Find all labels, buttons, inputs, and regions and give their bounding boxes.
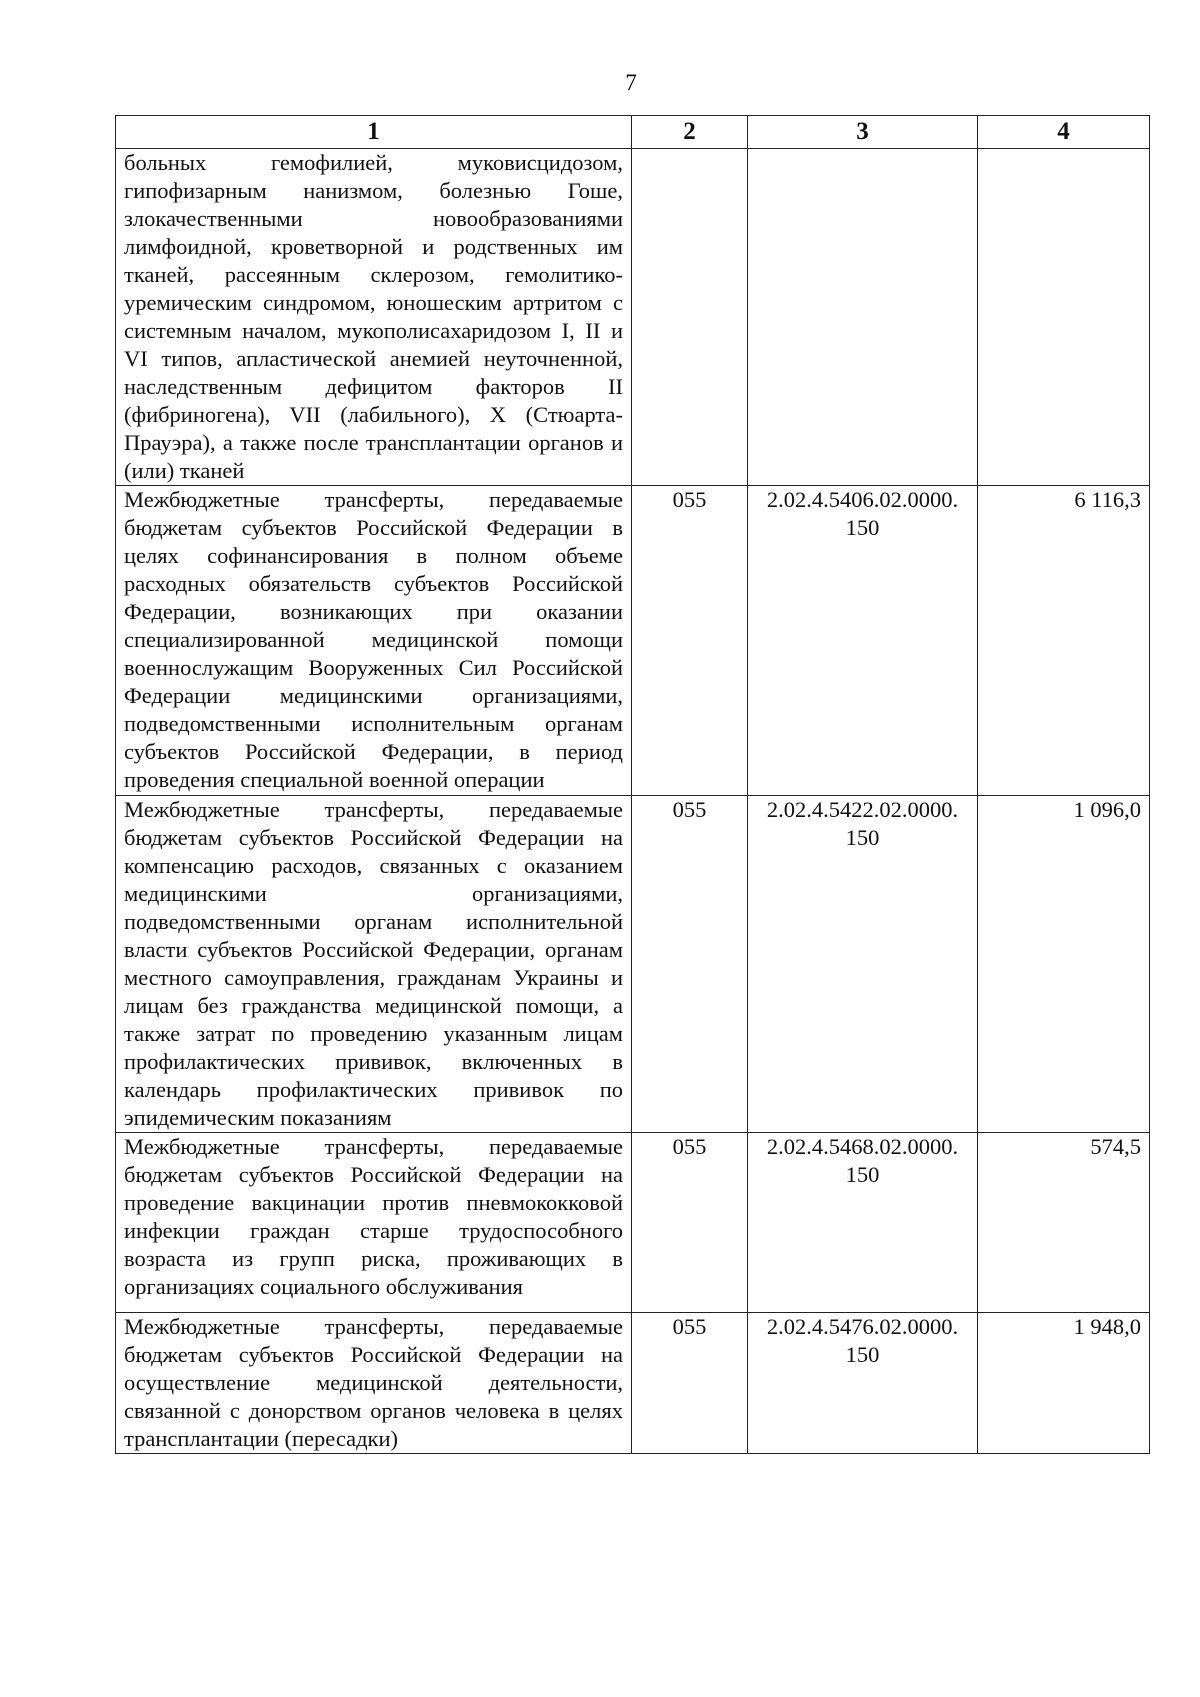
kbk-line-1: 2.02.4.5406.02.0000. [766, 487, 959, 512]
table-row [116, 486, 1150, 796]
kbk-line-1: 2.02.4.5468.02.0000. [766, 1134, 959, 1159]
row-description: больных гемофилией, муковисцидозом, гипофизарным нанизмом, болезнью Гоше, злокачественными новообразованиями лимфоидной, кроветворной и родственных им тканей, рассеянным склерозом, гемолитико-уремическим синдромом, юношеским артритом с системным началом, мукополисахаридозом I, II и VI типов, апластической анемией неуточненной, наследственным дефицитом факторов II (фибриногена), VII (лабильного), X (Стюарта-Прауэра), а также после трансплантации органов и (или) тканей [116, 149, 632, 486]
row-description: Межбюджетные трансферты, передаваемые бюджетам субъектов Российской Федерации на осуществление медицинской деятельности, связанной с донорством органов человека в целях трансплантации (пересадки) [116, 1313, 632, 1454]
kbk-line-2: 150 [845, 825, 880, 850]
table-header-row [116, 116, 1150, 149]
row-amount: 6 116,3 [978, 486, 1150, 796]
row-kbk-code [748, 486, 978, 796]
row-description: Межбюджетные трансферты, передаваемые бюджетам субъектов Российской Федерации на проведение вакцинации против пневмококковой инфекции граждан старше трудоспособного возраста из групп риска, проживающих в организациях социального обслуживания [116, 1133, 632, 1313]
row-admin-code: 055 [632, 1313, 748, 1454]
column-header-4: 4 [978, 116, 1150, 149]
column-header-3: 3 [748, 116, 978, 149]
row-admin-code: 055 [632, 1133, 748, 1313]
row-description: Межбюджетные трансферты, передаваемые бюджетам субъектов Российской Федерации на компенсацию расходов, связанных с оказанием медицинскими организациями, подведомственными органам исполнительной власти субъектов Российской Федерации, органам местного самоуправления, гражданам Украины и лицам без гражданства медицинской помощи, а также затрат по проведению указанным лицам профилактических прививок, включенных в календарь профилактических прививок по эпидемическим показаниям [116, 796, 632, 1133]
kbk-line-2: 150 [845, 1162, 880, 1187]
row-amount: 574,5 [978, 1133, 1150, 1313]
kbk-line-2: 150 [845, 515, 880, 540]
column-header-1: 1 [116, 116, 632, 149]
page-number: 7 [625, 70, 637, 95]
row-admin-code: 055 [632, 486, 748, 796]
table-row [116, 1133, 1150, 1313]
row-kbk-code [748, 796, 978, 1133]
row-amount [978, 149, 1150, 486]
table-row [116, 796, 1150, 1133]
table-row [116, 149, 1150, 486]
kbk-line-1: 2.02.4.5476.02.0000. [766, 1314, 959, 1339]
kbk-line-1: 2.02.4.5422.02.0000. [766, 797, 959, 822]
row-amount: 1 096,0 [978, 796, 1150, 1133]
row-admin-code: 055 [632, 796, 748, 1133]
row-kbk-code [748, 149, 978, 486]
kbk-line-2: 150 [845, 1342, 880, 1367]
row-kbk-code [748, 1313, 978, 1454]
row-description: Межбюджетные трансферты, передаваемые бюджетам субъектов Российской Федерации в целях софинансирования в полном объеме расходных обязательств субъектов Российской Федерации, возникающих при оказании специализированной медицинской помощи военнослужащим Вооруженных Сил Российской Федерации медицинскими организациями, подведомственными исполнительным органам субъектов Российской Федерации, в период проведения специальной военной операции [116, 486, 632, 796]
column-header-2: 2 [632, 116, 748, 149]
budget-table [115, 115, 1150, 1454]
row-kbk-code [748, 1133, 978, 1313]
table-row [116, 1313, 1150, 1454]
row-admin-code [632, 149, 748, 486]
row-amount: 1 948,0 [978, 1313, 1150, 1454]
